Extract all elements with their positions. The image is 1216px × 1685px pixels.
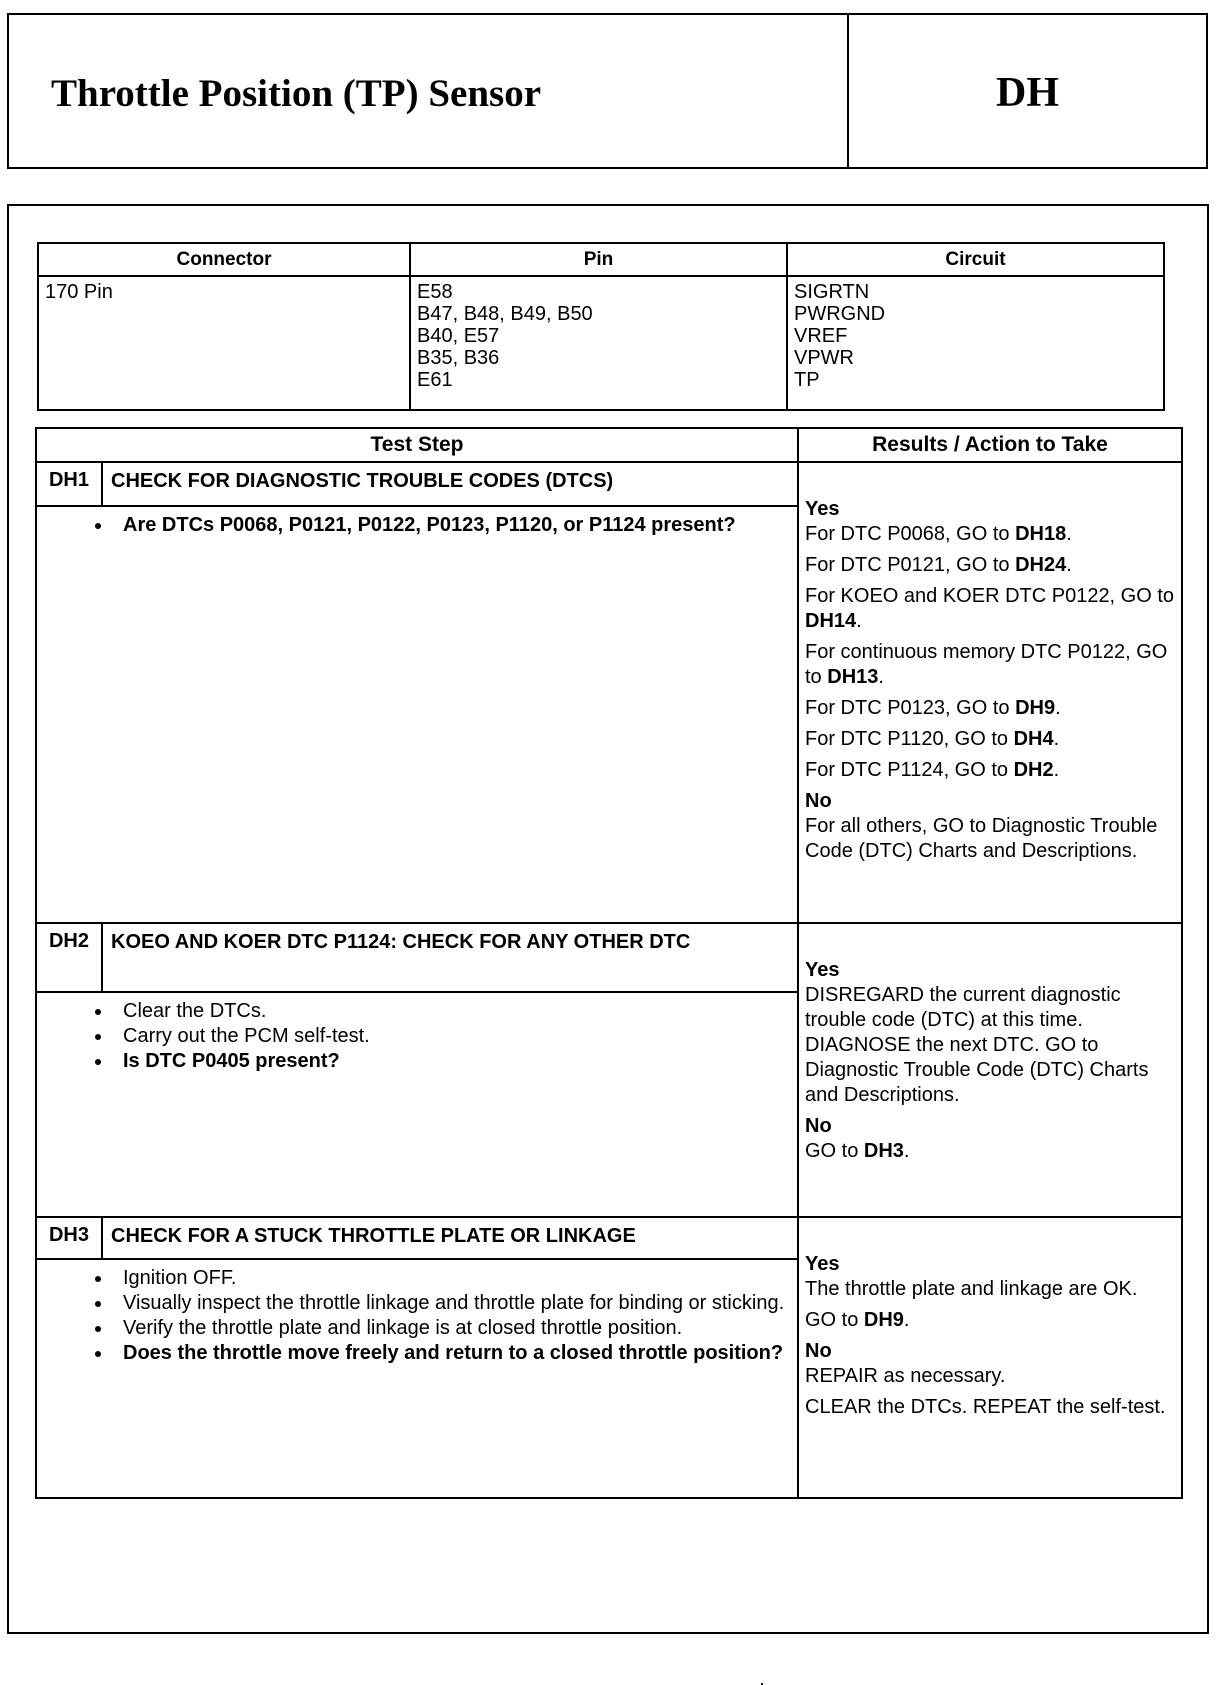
result-end: . [1066,523,1072,545]
pin: B40, E57 [417,325,500,347]
step-reference-link[interactable]: DH9 [1015,697,1056,719]
step-header-row [36,923,1182,992]
result-label: No [805,1340,832,1362]
result-label: Yes [805,959,840,981]
result-text: For continuous memory DTC P0122, GO to [805,641,1168,688]
connector-table [37,242,1165,411]
col-header-test-step: Test Step [36,428,798,462]
result-entry [805,1308,1175,1333]
connector-cell: 170 Pin [38,276,410,410]
step-reference-link[interactable]: DH14 [805,610,857,632]
step-reference-link[interactable]: DH13 [827,666,879,688]
result-end: . [878,666,884,688]
result-end: . [903,1140,910,1162]
result-entry [805,727,1175,752]
step-reference-link[interactable]: DH4 [1013,728,1054,750]
result-text: For DTC P0121, GO to [805,554,1016,576]
step-id: DH3 [36,1217,102,1259]
result-text: CLEAR the DTCs. REPEAT the self-test. [805,1396,1166,1418]
circuit: PWRGND [794,303,886,325]
step-reference-link[interactable]: DH2 [1013,759,1054,781]
pin: E58 [417,281,453,303]
pin-cell [410,276,787,410]
step-instructions [36,506,798,923]
result-entry [805,789,1175,864]
step-title: CHECK FOR A STUCK THROTTLE PLATE OR LINKAGE [102,1217,798,1259]
result-entry [805,640,1175,690]
step-title: KOEO AND KOER DTC P1124: CHECK FOR ANY OTHER DTC [102,923,798,992]
result-end: . [1053,759,1060,781]
page-title: Throttle Position (TP) Sensor [51,72,542,115]
step-reference-link[interactable]: DH24 [1015,554,1067,576]
result-text: For DTC P0123, GO to [805,697,1016,719]
step-results [798,1217,1182,1498]
pin: B47, B48, B49, B50 [417,303,593,325]
result-label: Yes [805,1253,840,1275]
step-id: DH1 [36,462,102,506]
result-entry [805,497,1175,547]
step-id: DH2 [36,923,102,992]
result-text: The throttle plate and linkage are OK. [805,1278,1138,1300]
result-text: For DTC P1124, GO to [805,759,1014,781]
instruction-item: • Are DTCs P0068, P0121, P0122, P0123, P1120, or P1124 present? [113,513,797,538]
step-reference-link[interactable]: DH3 [863,1140,904,1162]
result-text: DISREGARD the current diagnostic trouble code (DTC) at this time. DIAGNOSE the next DTC. GO to Diagnostic Trouble Code (DTC) Charts and Descriptions. [805,984,1149,1106]
result-text: REPAIR as necessary. [805,1365,1006,1387]
result-entry [805,696,1175,721]
result-end: . [856,610,862,632]
instruction-item: • Carry out the PCM self-test. [113,1024,797,1049]
result-entry [805,584,1175,634]
circuit: VPWR [794,347,854,369]
result-entry [805,1114,1175,1164]
instruction-item: • Is DTC P0405 present? [113,1049,797,1074]
result-entry [805,1395,1175,1420]
step-title: CHECK FOR DIAGNOSTIC TROUBLE CODES (DTCS) [102,462,798,506]
result-entry [805,1252,1175,1302]
result-text: For all others, GO to Diagnostic Trouble Code (DTC) Charts and Descriptions. [805,815,1158,862]
page-header [7,13,1208,169]
step-reference-link[interactable]: DH18 [1015,523,1067,545]
result-label: Yes [805,498,840,520]
step-instructions [36,1259,798,1498]
test-steps-table [35,427,1183,1499]
circuit: TP [794,369,820,391]
circuit: SIGRTN [794,281,870,303]
result-entry [805,958,1175,1108]
result-text: For DTC P0068, GO to [805,523,1016,545]
instruction-item: • Ignition OFF. [113,1266,797,1291]
col-header-pin: Pin [410,243,787,276]
content-frame [7,204,1209,1634]
result-end: . [1066,554,1072,576]
result-end: . [903,1309,910,1331]
col-header-connector: Connector [38,243,410,276]
result-end: . [1053,728,1060,750]
result-end: . [1055,697,1061,719]
result-entry [805,1339,1175,1389]
result-text: GO to [805,1140,864,1162]
result-entry [805,553,1175,578]
section-code: DH [996,70,1059,116]
circuit: VREF [794,325,848,347]
instruction-item: • Clear the DTCs. [113,999,797,1024]
col-header-results: Results / Action to Take [798,428,1182,462]
result-text: For KOEO and KOER DTC P0122, GO to [805,585,1175,607]
step-header-row [36,1217,1182,1259]
pin: B35, B36 [417,347,500,369]
result-label: No [805,790,832,812]
col-header-circuit: Circuit [787,243,1164,276]
result-label: No [805,1115,832,1137]
result-text: For DTC P1120, GO to [805,728,1014,750]
pin: E61 [417,369,453,391]
step-results [798,923,1182,1217]
result-entry [805,758,1175,783]
circuit-cell [787,276,1164,410]
step-reference-link[interactable]: DH9 [863,1309,904,1331]
step-instructions [36,992,798,1217]
step-results [798,462,1182,923]
instruction-item: • Does the throttle move freely and return to a closed throttle position? [113,1341,797,1366]
instruction-item: • Visually inspect the throttle linkage and throttle plate for binding or sticking. [113,1291,797,1316]
result-text: GO to [805,1309,864,1331]
step-header-row [36,462,1182,506]
instruction-item: • Verify the throttle plate and linkage is at closed throttle position. [113,1316,797,1341]
